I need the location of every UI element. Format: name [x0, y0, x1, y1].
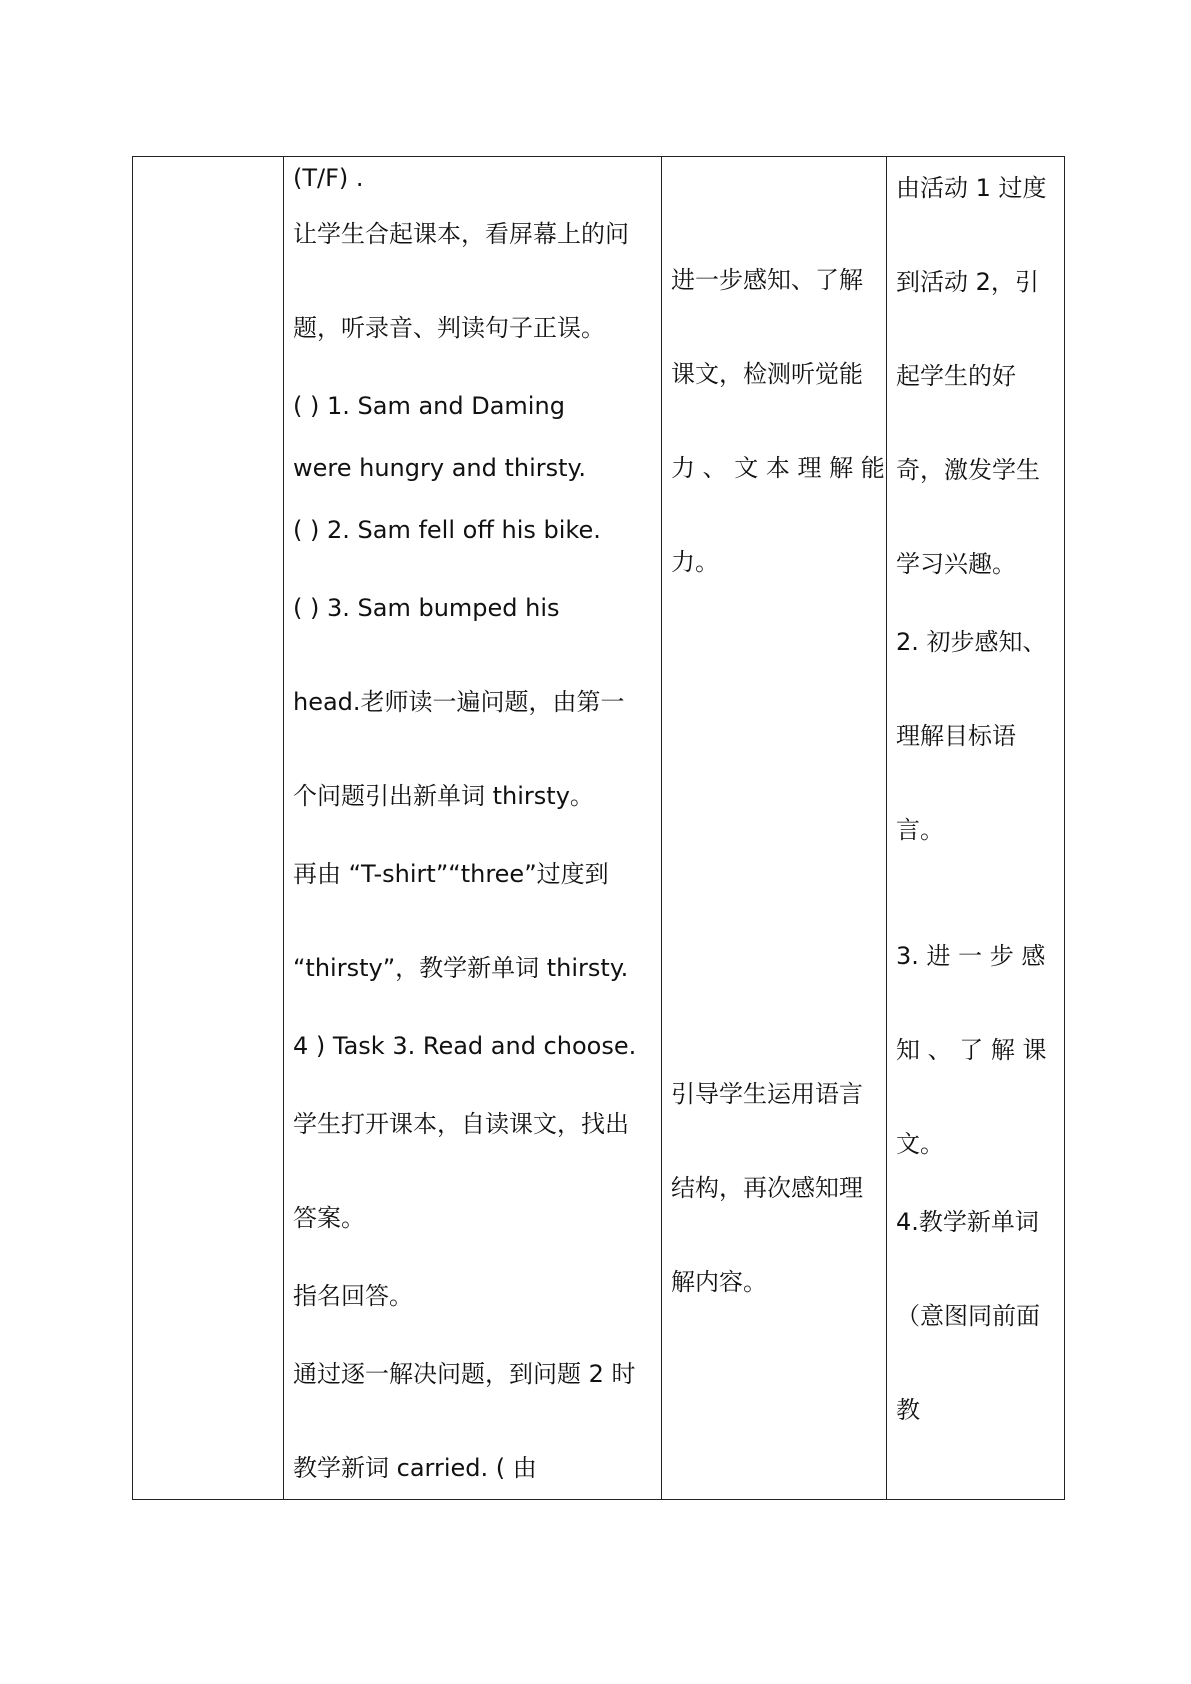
intent-line: 由活动 1 过度 [896, 174, 1047, 202]
intent-line: 学习兴趣。 [896, 550, 1016, 578]
process-line: ( ) 1. Sam and Daming [293, 392, 565, 420]
process-line: head.老师读一遍问题，由第一 [293, 688, 625, 716]
process-line: “thirsty”，教学新单词 thirsty. [293, 954, 629, 982]
purpose-line: 进一步感知、了解 [671, 266, 863, 294]
process-line: 答案。 [293, 1204, 365, 1232]
process-line: ( ) 3. Sam bumped his [293, 594, 560, 622]
intent-line: 教 [896, 1396, 920, 1424]
process-line: 指名回答。 [293, 1282, 413, 1310]
intent-line: 4.教学新单词 [896, 1208, 1039, 1236]
process-line: were hungry and thirsty. [293, 454, 586, 482]
purpose-column [661, 157, 886, 1499]
process-line: 教学新词 carried. ( 由 [293, 1454, 537, 1482]
process-line: 个问题引出新单词 thirsty。 [293, 782, 594, 810]
intent-line: 3. 进 一 步 感 [896, 942, 1046, 970]
purpose-line: 课文，检测听觉能 [671, 360, 863, 388]
teaching-process-column [283, 157, 661, 1499]
purpose-line: 力。 [671, 548, 719, 576]
process-line: ( ) 2. Sam fell off his bike. [293, 516, 601, 544]
process-line: 通过逐一解决问题，到问题 2 时 [293, 1360, 636, 1388]
process-line: (T/F) . [293, 164, 364, 192]
lesson-plan-table [132, 156, 1065, 1500]
purpose-line: 引导学生运用语言 [671, 1080, 863, 1108]
intent-line: 文。 [896, 1130, 944, 1158]
purpose-line: 力 、 文 本 理 解 能 [671, 454, 885, 482]
intent-line: 2. 初步感知、 [896, 628, 1047, 656]
intent-line: 言。 [896, 816, 944, 844]
intent-line: 起学生的好 [896, 362, 1016, 390]
intent-line: 知 、 了 解 课 [896, 1036, 1047, 1064]
process-line: 学生打开课本，自读课文，找出 [293, 1110, 629, 1138]
process-line: 4 ) Task 3. Read and choose. [293, 1032, 637, 1060]
intent-line: （意图同前面 [896, 1302, 1040, 1330]
purpose-line: 解内容。 [671, 1268, 767, 1296]
intent-line: 理解目标语 [896, 722, 1016, 750]
intent-line: 奇，激发学生 [896, 456, 1040, 484]
process-line: 再由 “T-shirt”“three”过度到 [293, 860, 609, 888]
process-line: 让学生合起课本，看屏幕上的问 [293, 220, 629, 248]
purpose-line: 结构，再次感知理 [671, 1174, 863, 1202]
intent-line: 到活动 2，引 [896, 268, 1039, 296]
column-1-empty [133, 157, 283, 1499]
process-line: 题，听录音、判读句子正误。 [293, 314, 605, 342]
intent-column [886, 157, 1066, 1499]
